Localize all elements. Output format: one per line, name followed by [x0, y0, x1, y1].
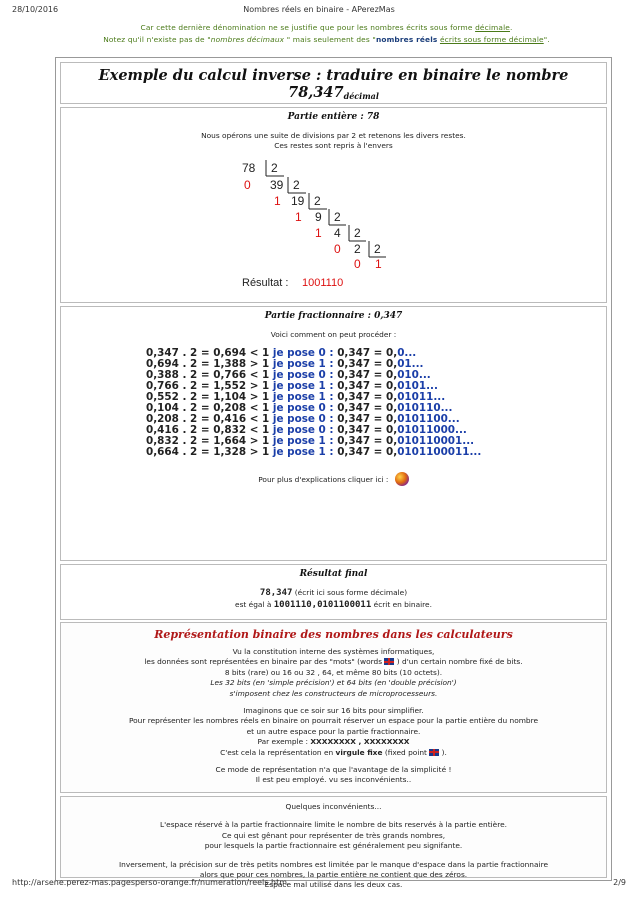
fraction-step-pose: je pose 1 :	[272, 446, 334, 459]
title-sub: décimal	[343, 91, 379, 101]
fraction-step-dig: 0101100...	[397, 413, 460, 426]
fraction-step-dig: 010...	[397, 369, 431, 382]
fraction-intro: Voici comment on peut procéder :	[270, 330, 397, 339]
fraction-step-dig: 01...	[397, 358, 424, 371]
final-equal: est égal à	[235, 600, 272, 609]
rep-p9a: Par exemple :	[257, 737, 308, 747]
integer-text-1: Nous opérons une suite de divisions par 2 et retenons les divers restes.	[201, 131, 466, 140]
final-binary-value: 1001110,0101100011	[273, 600, 372, 610]
representation-section	[60, 622, 607, 793]
rep-p1: Vu la constitution interne des systèmes informatiques,	[232, 647, 435, 656]
fraction-step-cmp: > 1	[249, 435, 270, 448]
rep-p10	[61, 748, 606, 758]
dividend-4: 4	[333, 225, 341, 240]
more-text: Pour plus d'explications cliquer ici :	[258, 475, 389, 485]
rep-virgule-fixe: virgule fixe	[335, 747, 383, 757]
dividend-2: 19	[290, 193, 304, 208]
fraction-step-res: 0,347 = 0,	[337, 347, 398, 360]
remainder-2: 1	[294, 209, 302, 224]
divisor-0: 2	[270, 160, 278, 175]
representation-heading: Représentation binaire des nombres dans les calculateurs	[154, 628, 513, 641]
fraction-step-dig: 01011...	[397, 391, 446, 404]
remainder-1: 1	[273, 193, 281, 208]
fraction-step-calc: 0,104 . 2 = 0,208	[146, 402, 247, 415]
fraction-step-calc: 0,388 . 2 = 0,766	[146, 369, 247, 382]
link-decimale[interactable]: décimale	[475, 23, 510, 32]
divisor-3: 2	[333, 209, 341, 224]
rep-p12: Il est peu employé. vu ses inconvénients..	[255, 775, 412, 785]
inc-l6: Espace mal utilisé dans les deux cas.	[264, 880, 403, 890]
fraction-step-calc: 0,832 . 2 = 1,664	[146, 435, 247, 448]
intro-bold: nombres réels	[375, 35, 438, 44]
title-box	[60, 62, 607, 104]
fraction-step-cmp: < 1	[249, 402, 270, 415]
title-number: 78,347	[288, 84, 344, 101]
rep-p2b: ) d'un certain nombre fixé de bits.	[396, 657, 523, 667]
result-label: Résultat :	[241, 276, 288, 288]
rep-p9	[61, 737, 606, 747]
fraction-step-res: 0,347 = 0,	[337, 358, 398, 371]
fraction-step-pose: je pose 1 :	[272, 380, 334, 393]
dividend-5: 2	[353, 241, 361, 256]
rep-fixed-example: XXXXXXXX , XXXXXXXX	[310, 737, 410, 747]
result-value: 1001110	[301, 276, 343, 288]
remainder-0: 0	[243, 177, 251, 192]
dividend-1: 39	[269, 177, 283, 192]
final-decimal-value: 78,347	[259, 588, 293, 598]
intro-note: Car cette dernière dénomination ne se justifie que pour les nombres écrits sous forme décimale. Notez qu'il n'existe pas de "nombres décimaux " mais seulement des "nombres réels écrits sous forme décimale".	[103, 23, 550, 44]
link-forme-decimale[interactable]: écrits sous forme décimale	[439, 35, 544, 44]
uk-flag-icon-2	[429, 749, 439, 756]
final-decimal	[61, 587, 606, 599]
rep-p2a: les données sont représentées en binaire par des "mots" (words	[144, 657, 383, 667]
fraction-step-row	[146, 447, 606, 458]
fraction-step-pose: je pose 1 :	[272, 391, 334, 404]
fraction-step-cmp: > 1	[249, 391, 270, 404]
divisor-5: 2	[373, 241, 381, 256]
fraction-step-calc: 0,664 . 2 = 1,328	[146, 446, 247, 459]
fraction-step-dig: 0101100011...	[397, 446, 482, 459]
rep-p5: s'imposent chez les constructeurs de microprocesseurs.	[229, 688, 438, 698]
final-heading: Résultat final	[299, 569, 368, 579]
fraction-step-res: 0,347 = 0,	[337, 391, 398, 404]
dividend-3: 9	[314, 209, 322, 224]
rep-p2	[61, 657, 606, 667]
fraction-step-res: 0,347 = 0,	[337, 402, 398, 415]
remainder-6: 1	[374, 256, 382, 271]
fraction-step-cmp: > 1	[249, 358, 270, 371]
fraction-step-cmp: < 1	[249, 413, 270, 426]
click-ball-icon[interactable]	[395, 472, 409, 486]
rep-p6: Imaginons que ce soir sur 16 bits pour simplifier.	[243, 706, 424, 716]
fraction-step-pose: je pose 0 :	[272, 347, 334, 360]
fraction-step-calc: 0,552 . 2 = 1,104	[146, 391, 247, 404]
fraction-step-pose: je pose 0 :	[272, 369, 334, 382]
fraction-step-pose: je pose 1 :	[272, 358, 334, 371]
rep-p7: Pour représenter les nombres réels en binaire on pourrait réserver un espace pour la partie entière du nombre	[128, 716, 539, 726]
print-header	[12, 5, 626, 17]
fraction-step-calc: 0,766 . 2 = 1,552	[146, 380, 247, 393]
rep-p8: et un autre espace pour la partie fractionnaire.	[246, 726, 421, 736]
fraction-step-calc: 0,416 . 2 = 0,832	[146, 424, 247, 437]
final-decimal-note: (écrit ici sous forme décimale)	[294, 588, 408, 597]
rep-p11: Ce mode de représentation n'a que l'avantage de la simplicité !	[215, 765, 452, 775]
print-footer	[12, 878, 626, 890]
fraction-step-pose: je pose 0 :	[272, 402, 334, 415]
dividend-0: 78	[241, 160, 255, 175]
inc-title: Quelques inconvénients...	[285, 802, 382, 811]
fraction-part-section	[60, 306, 607, 561]
fraction-step-calc: 0,208 . 2 = 0,416	[146, 413, 247, 426]
fraction-step-calc: 0,694 . 2 = 1,388	[146, 358, 247, 371]
fraction-step-res: 0,347 = 0,	[337, 435, 398, 448]
fraction-step-res: 0,347 = 0,	[337, 413, 398, 426]
inc-l4: Inversement, la précision sur de très petits nombres est limitée par le manque d'espace dans la partie fractionnaire	[118, 859, 548, 869]
print-title: Nombres réels en binaire - APerezMas	[243, 5, 395, 14]
fraction-step-dig: 010110001...	[397, 435, 475, 448]
divisor-2: 2	[313, 193, 321, 208]
fraction-step-cmp: < 1	[249, 424, 270, 437]
fraction-step-cmp: > 1	[249, 446, 270, 459]
remainder-3: 1	[314, 225, 322, 240]
final-binary	[61, 599, 606, 611]
rep-p10d: ).	[441, 747, 447, 757]
final-result-section	[60, 564, 607, 620]
remainder-5: 0	[353, 256, 361, 271]
divisor-1: 2	[292, 177, 300, 192]
intro-line2-a: Notez qu'il n'existe pas de "	[103, 35, 211, 44]
fraction-step-calc: 0,347 . 2 = 0,694	[146, 347, 247, 360]
rep-p3: 8 bits (rare) ou 16 ou 32 , 64, et même 80 bits (10 octets).	[224, 667, 443, 677]
final-binary-note: écrit en binaire.	[373, 600, 432, 609]
division-diagram	[234, 158, 434, 288]
inc-l5: alors que pour ces nombres, la partie entière ne contient que des zéros.	[199, 870, 468, 880]
intro-line1: Car cette dernière dénomination ne se justifie que pour les nombres écrits sous forme	[140, 23, 473, 32]
uk-flag-icon	[384, 658, 394, 665]
fraction-step-res: 0,347 = 0,	[337, 380, 398, 393]
page-title	[61, 63, 606, 105]
fraction-steps	[146, 348, 606, 458]
more-explanations	[61, 472, 606, 486]
integer-part-section	[60, 107, 607, 303]
print-date: 28/10/2016	[12, 5, 59, 14]
fraction-step-dig: 0101...	[397, 380, 438, 393]
inc-l2: Ce qui est gênant pour représenter de très grands nombres,	[221, 830, 446, 840]
print-url: http://arsene.perez-mas.pagesperso-orange.fr/numeration/reels.htm	[12, 878, 287, 887]
fraction-step-dig: 01011000...	[397, 424, 467, 437]
fraction-step-pose: je pose 0 :	[272, 413, 334, 426]
fraction-step-res: 0,347 = 0,	[337, 424, 398, 437]
fraction-step-dig: 010110...	[397, 402, 453, 415]
fraction-step-pose: je pose 1 :	[272, 435, 334, 448]
fraction-step-cmp: > 1	[249, 380, 270, 393]
fraction-step-cmp: < 1	[249, 369, 270, 382]
fraction-step-cmp: < 1	[249, 347, 270, 360]
title-main: Exemple du calcul inverse : traduire en binaire le nombre	[98, 67, 569, 84]
intro-line2-end: ".	[543, 35, 550, 44]
integer-text-2: Ces restes sont repris à l'envers	[274, 141, 393, 151]
fraction-heading: Partie fractionnaire : 0,347	[264, 311, 403, 321]
divisor-4: 2	[353, 225, 361, 240]
fraction-step-dig: 0...	[397, 347, 417, 360]
print-page-number: 2/9	[613, 878, 626, 887]
fraction-step-res: 0,347 = 0,	[337, 369, 398, 382]
rep-p4: Les 32 bits (en 'simple précision') et 64 bits (en 'double précision')	[210, 678, 457, 688]
remainder-4: 0	[333, 241, 341, 256]
fraction-step-pose: je pose 0 :	[272, 424, 334, 437]
integer-heading: Partie entière : 78	[287, 112, 380, 122]
rep-p10a: C'est cela la représentation en	[220, 747, 334, 757]
rep-p10c: (fixed point	[384, 747, 427, 757]
intro-line2-b: " mais seulement des "	[284, 35, 376, 44]
inc-l1: L'espace réservé à la partie fractionnaire limite le nombre de bits reservés à la partie entière.	[160, 820, 507, 830]
intro-italic: nombres décimaux	[210, 35, 285, 44]
fraction-step-res: 0,347 = 0,	[337, 446, 398, 459]
inc-l3: pour lesquels la partie fractionnaire est généralement peu signifante.	[204, 841, 463, 851]
